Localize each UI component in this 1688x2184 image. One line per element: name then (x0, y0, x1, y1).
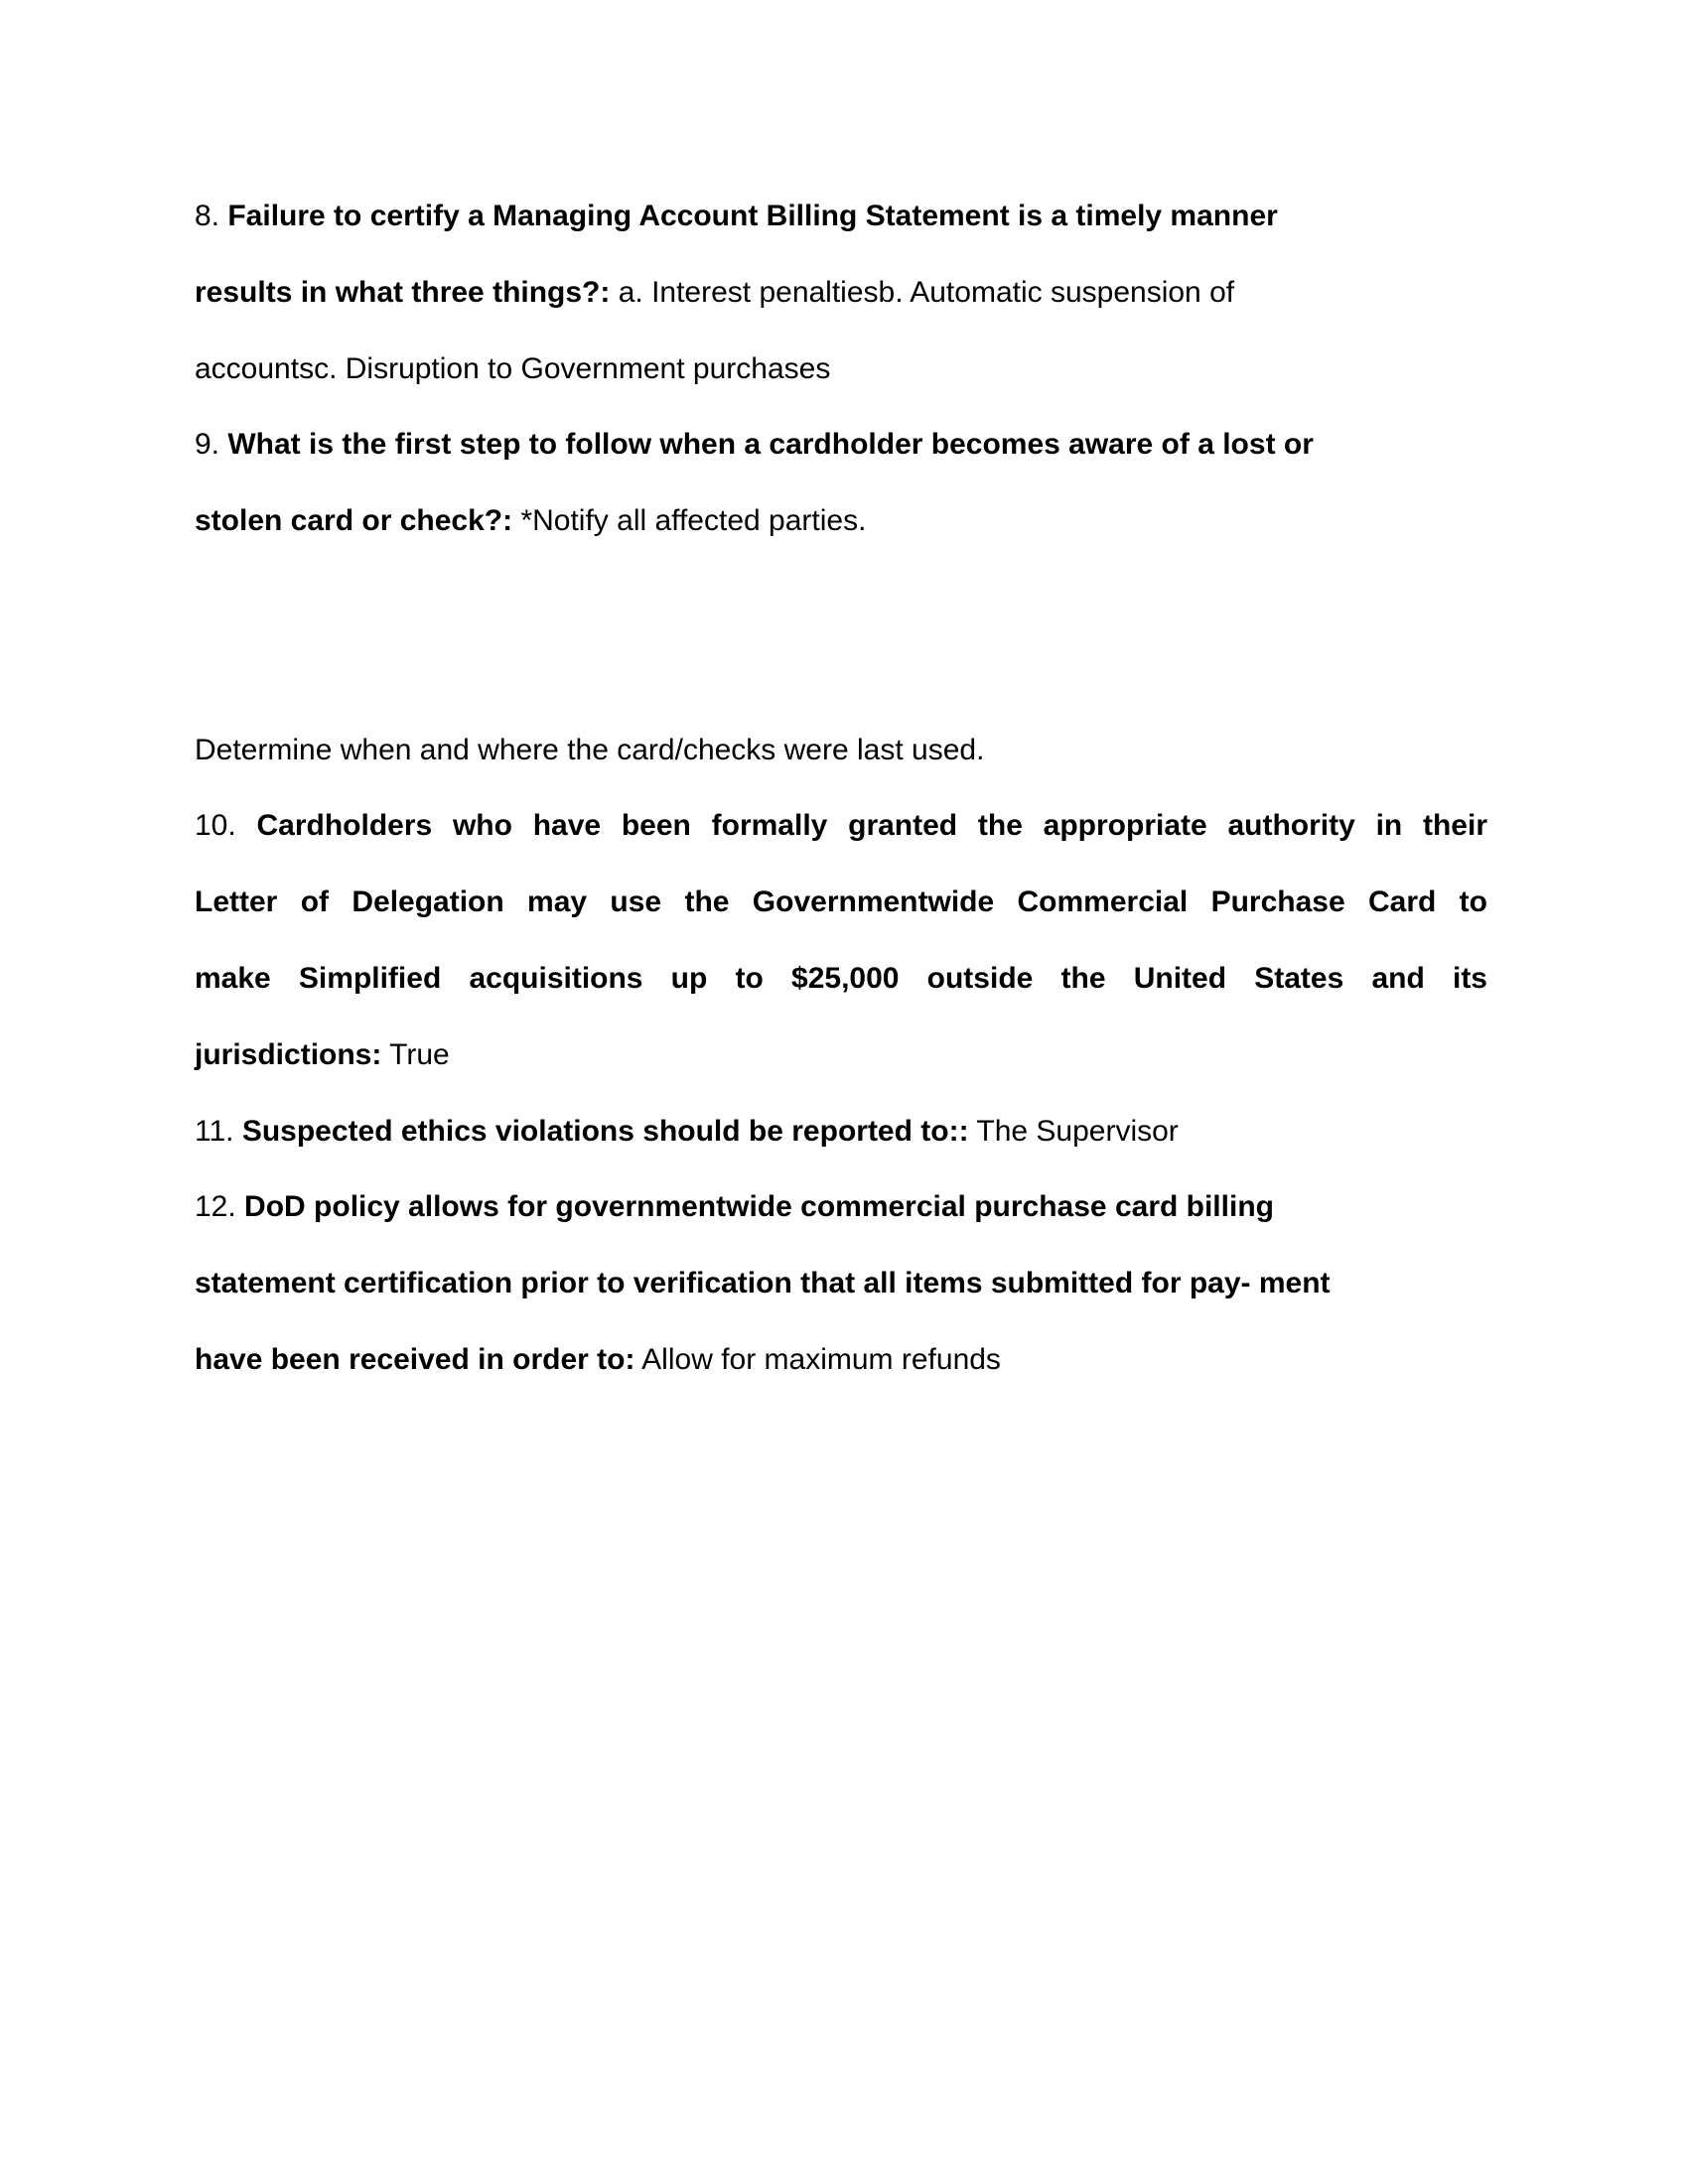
answer-text-segment: a. Interest penaltiesb. Automatic suspension of (610, 275, 1235, 309)
question-10-line-2 (195, 865, 1487, 941)
question-text-segment: Suspected ethics violations should be reported to:: (241, 1114, 969, 1148)
question-8-line-3 (195, 332, 1487, 408)
question-text-segment: Failure to certify a Managing Account Billing Statement is a timely manner (227, 200, 1278, 232)
question-9-line-1 (195, 407, 1487, 483)
question-10-line-1 (195, 788, 1487, 865)
question-text-segment: have been received in order to: (195, 1342, 635, 1376)
answer-text-segment: The Supervisor (968, 1114, 1179, 1148)
question-11-line-1 (195, 1094, 1487, 1170)
blank-line (195, 636, 1487, 713)
question-text-segment: make Simplified acquisitions up to $25,000 outside the United States and its (195, 961, 1487, 995)
question-10-line-3 (195, 941, 1487, 1018)
answer-text-segment: True (381, 1037, 450, 1071)
question-10-line-4 (195, 1018, 1487, 1094)
question-8-line-2 (195, 255, 1487, 332)
answer-text-segment: 12. (195, 1190, 245, 1224)
question-9-line-2 (195, 483, 1487, 560)
question-8-line-1 (195, 179, 1487, 255)
answer-text-segment: Allow for maximum refunds (634, 1342, 1001, 1376)
answer-text-segment: accountsc. Disruption to Government purchases (195, 351, 831, 385)
question-text-segment: Cardholders who have been formally granted the appropriate authority in their (256, 809, 1488, 843)
answer-9-continuation-line-1 (195, 713, 1487, 789)
question-text-segment: What is the first step to follow when a cardholder becomes aware of a lost or (227, 428, 1314, 462)
answer-text-segment: 9. (195, 428, 228, 462)
question-12-line-2 (195, 1246, 1487, 1322)
question-text-segment: Letter of Delegation may use the Governmentwide Commercial Purchase Card to (195, 886, 1487, 919)
question-text-segment: stolen card or check?: (195, 504, 513, 538)
answer-text-segment: 11. (195, 1114, 242, 1148)
question-text-segment: jurisdictions: (195, 1037, 382, 1071)
answer-text-segment: 8. (195, 200, 228, 232)
question-text-segment: statement certification prior to verification that all items submitted for pay- ment (195, 1267, 1331, 1300)
question-12-line-1 (195, 1169, 1487, 1246)
answer-text-segment: *Notify all affected parties. (512, 504, 867, 538)
question-12-line-3 (195, 1322, 1487, 1399)
text-block (195, 179, 1487, 1399)
blank-line (195, 560, 1487, 636)
answer-text-segment: Determine when and where the card/checks were last used. (195, 733, 985, 766)
question-text-segment: results in what three things?: (195, 275, 611, 309)
question-text-segment: DoD policy allows for governmentwide commercial purchase card billing (244, 1190, 1274, 1224)
answer-text-segment: 10. (195, 809, 257, 843)
